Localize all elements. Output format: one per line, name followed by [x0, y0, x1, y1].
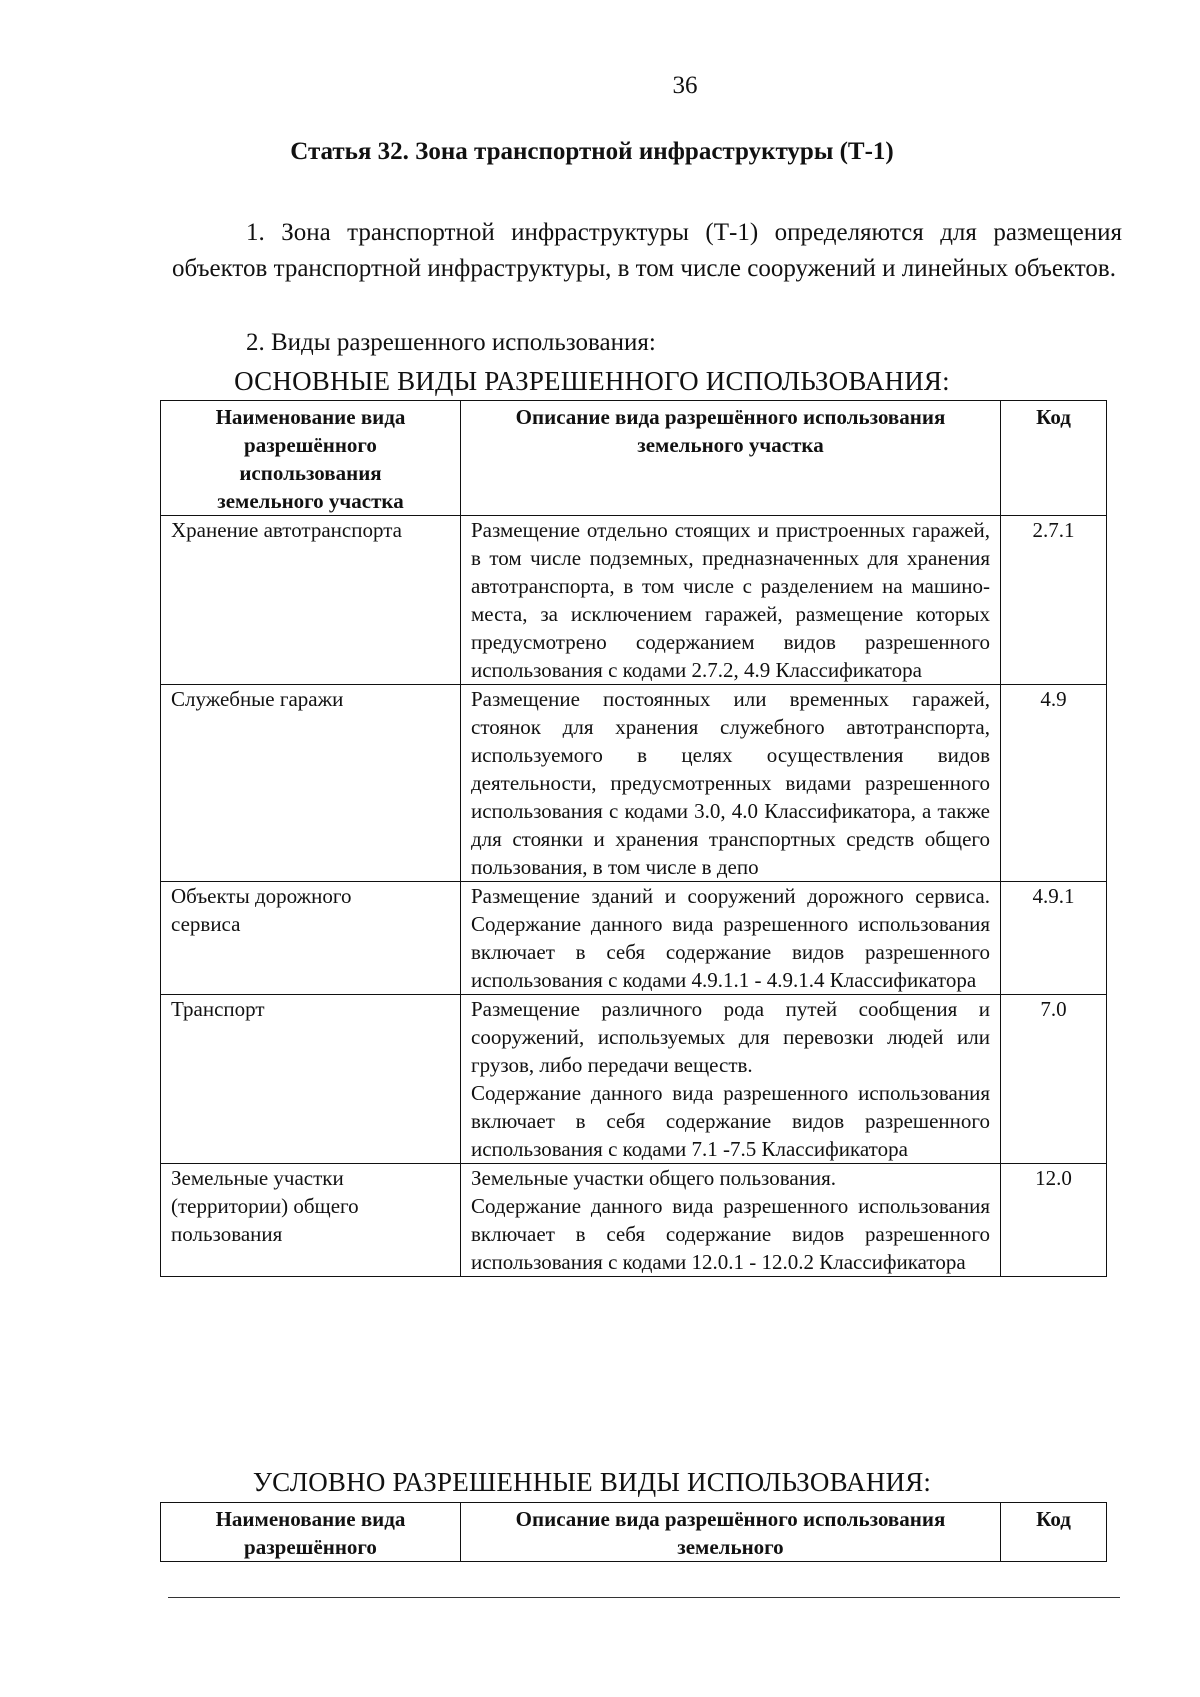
header-name: Наименование вида разрешённого [161, 1503, 461, 1562]
table-row [161, 1164, 1107, 1277]
header-description: Описание вида разрешённого использования земельного [461, 1503, 1001, 1562]
header-code: Код [1001, 401, 1107, 516]
header-name: Наименование вида разрешённого использования земельного участка [161, 401, 461, 516]
table-row [161, 516, 1107, 685]
row-description: Размещение зданий и сооружений дорожного сервиса. Содержание данного вида разрешенного использования включает в себя содержание видов разрешенного использования с кодами 4.9.1.1 - 4.9.1.4 Классификатора [461, 882, 1001, 995]
conditional-uses-table [160, 1502, 1107, 1562]
header-code: Код [1001, 1503, 1107, 1562]
row-code: 2.7.1 [1001, 516, 1107, 685]
row-code: 4.9 [1001, 685, 1107, 882]
conditional-uses-heading: УСЛОВНО РАЗРЕШЕННЫЕ ВИДЫ ИСПОЛЬЗОВАНИЯ: [252, 1467, 932, 1497]
table-row [161, 685, 1107, 882]
table-header-row [161, 1503, 1107, 1562]
table-header-row [161, 401, 1107, 516]
paragraph-permitted-uses: 2. Виды разрешенного использования: [246, 329, 656, 356]
row-name: Служебные гаражи [161, 685, 461, 882]
row-description [461, 1164, 1001, 1277]
row-code: 12.0 [1001, 1164, 1107, 1277]
row-description: Размещение отдельно стоящих и пристроенных гаражей, в том числе подземных, предназначенных для хранения автотранспорта, в том числе с разделением на машино-места, за исключением гаражей, размещение которых предусмотрено содержанием видов разрешенного использования с кодами 2.7.2, 4.9 Классификатора [461, 516, 1001, 685]
row-name: Объекты дорожного сервиса [161, 882, 461, 995]
header-description: Описание вида разрешённого использования земельного участка [461, 401, 1001, 516]
table-row [161, 995, 1107, 1164]
page-bottom-divider [168, 1597, 1120, 1598]
row-description [461, 995, 1001, 1164]
main-uses-heading: ОСНОВНЫЕ ВИДЫ РАЗРЕШЕННОГО ИСПОЛЬЗОВАНИЯ: [234, 366, 950, 396]
row-name: Транспорт [161, 995, 461, 1164]
row-name: Земельные участки (территории) общего пользования [161, 1164, 461, 1277]
row-code: 4.9.1 [1001, 882, 1107, 995]
row-code: 7.0 [1001, 995, 1107, 1164]
paragraph-zone-definition: 1. Зона транспортной инфраструктуры (Т-1) определяются для размещения объектов транспортной инфраструктуры, в том числе сооружений и линейных объектов. [172, 219, 1122, 282]
row-description-part: Земельные участки общего пользования. [471, 1166, 837, 1190]
table-row [161, 882, 1107, 995]
row-name: Хранение автотранспорта [161, 516, 461, 685]
row-description-part: Размещение различного рода путей сообщения и сооружений, используемых для перевозки людей или грузов, либо передачи веществ. [471, 997, 990, 1077]
page-number: 36 [672, 72, 698, 99]
row-description-part: Содержание данного вида разрешенного использования включает в себя содержание видов разрешенного использования с кодами 7.1 -7.5 Классификатора [471, 1081, 990, 1161]
main-uses-table [160, 400, 1107, 1277]
row-description-part: Содержание данного вида разрешенного использования включает в себя содержание видов разрешенного использования с кодами 12.0.1 - 12.0.2 Классификатора [471, 1194, 990, 1274]
row-description: Размещение постоянных или временных гаражей, стоянок для хранения служебного автотранспорта, используемого в целях осуществления видов деятельности, предусмотренных видами разрешенного использования с кодами 3.0, 4.0 Классификатора, а также для стоянки и хранения транспортных средств общего пользования, в том числе в депо [461, 685, 1001, 882]
article-title: Статья 32. Зона транспортной инфраструктуры (Т-1) [290, 138, 894, 165]
